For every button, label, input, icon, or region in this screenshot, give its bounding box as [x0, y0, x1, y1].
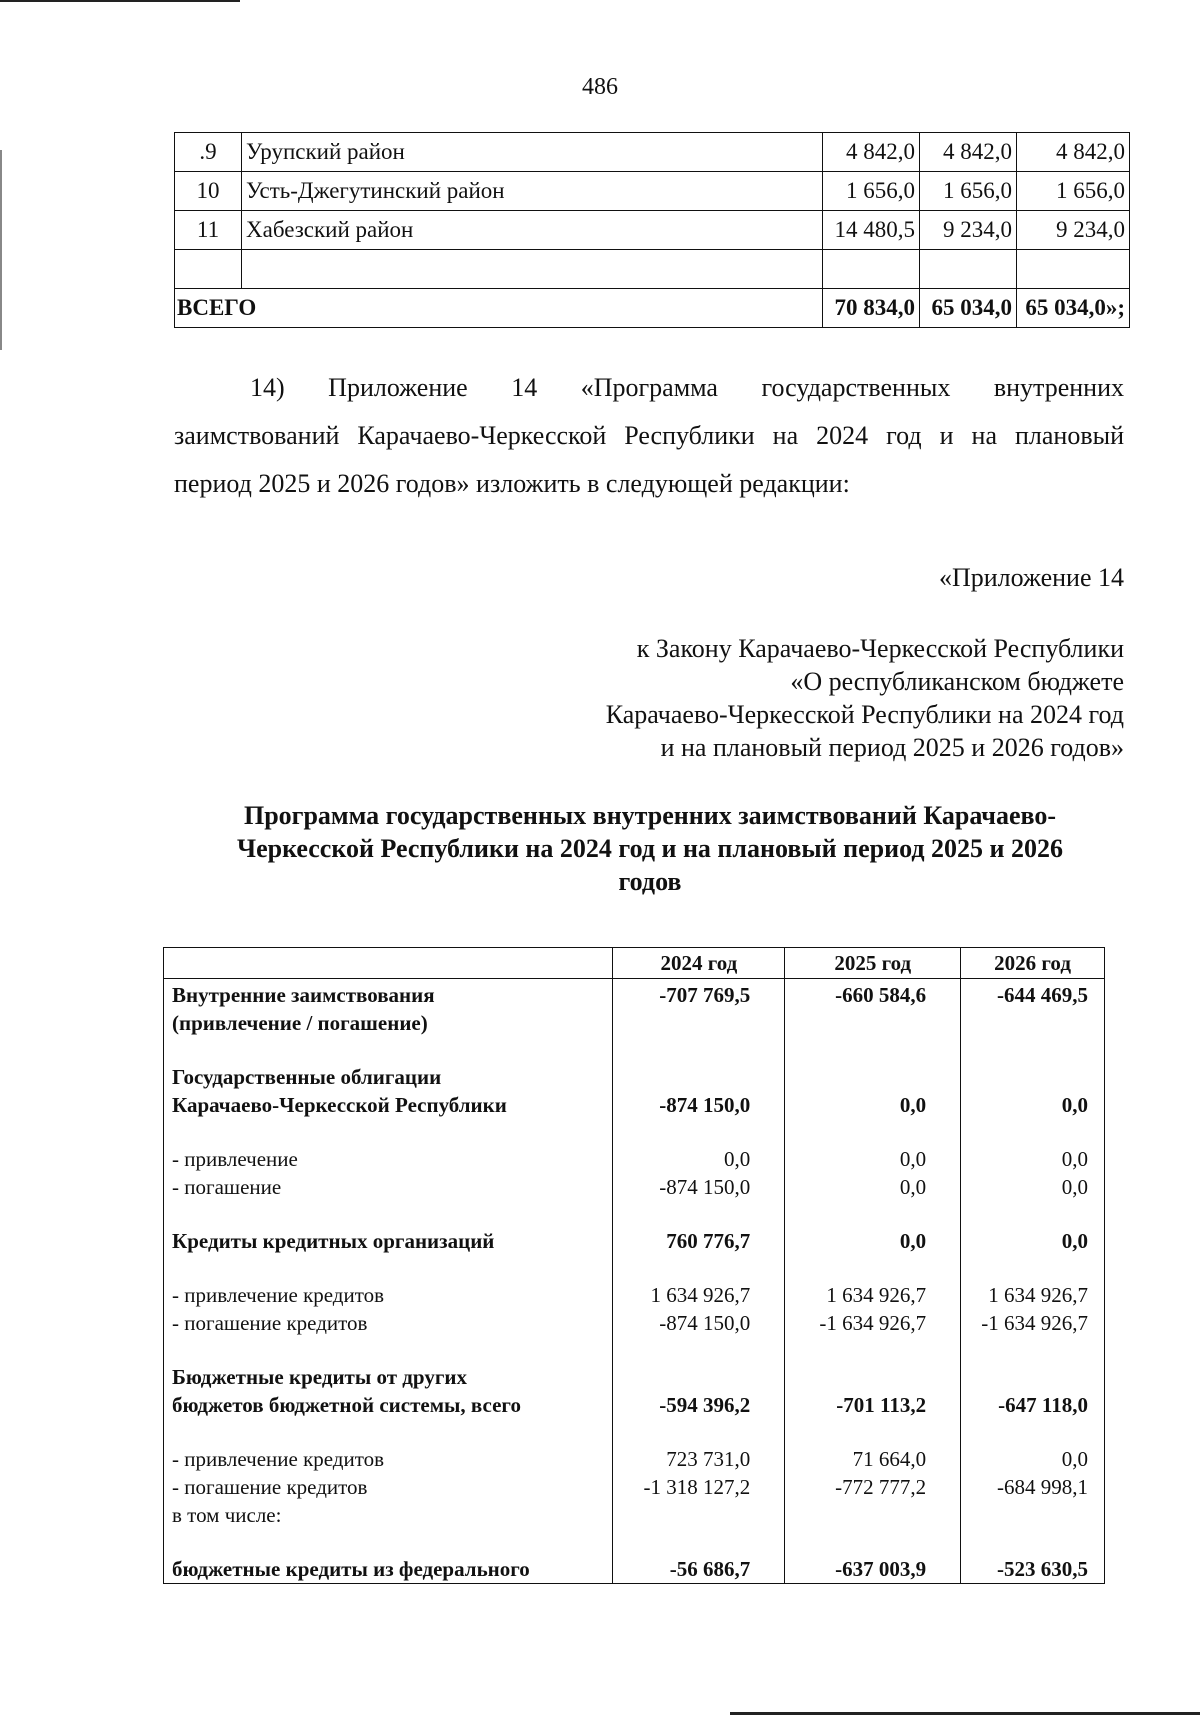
value-2024: -1 318 127,2 — [613, 1473, 785, 1501]
value-2024: -874 150,0 — [613, 1173, 785, 1201]
table-row — [164, 1501, 1105, 1529]
value-2026: -1 634 926,7 — [961, 1309, 1105, 1337]
region-name: Хабезский район — [242, 211, 823, 250]
table-row — [175, 172, 1130, 211]
value-2026: 0,0 — [961, 1145, 1105, 1173]
appendix-reference — [606, 632, 1124, 764]
value-2024: 723 731,0 — [613, 1445, 785, 1473]
appendix-line: и на плановый период 2025 и 2026 годов» — [660, 733, 1124, 762]
value-2025: -1 634 926,7 — [785, 1309, 961, 1337]
row-number: 11 — [175, 211, 242, 250]
value-2025: 0,0 — [785, 1145, 961, 1173]
value-2024: -874 150,0 — [613, 1063, 785, 1119]
total-row — [175, 289, 1130, 328]
amendment-paragraph — [174, 364, 1124, 508]
total-2026: 65 034,0»; — [1017, 289, 1130, 328]
value-2024: 1 656,0 — [823, 172, 920, 211]
header-2025: 2025 год — [785, 948, 961, 979]
row-label: - погашение — [164, 1173, 613, 1201]
table-row — [164, 1173, 1105, 1201]
row-label: - погашение кредитов — [164, 1309, 613, 1337]
table-row — [164, 1309, 1105, 1337]
empty-row — [175, 250, 1130, 289]
table-row — [175, 133, 1130, 172]
row-label: - привлечение кредитов — [164, 1445, 613, 1473]
value-2025: 9 234,0 — [920, 211, 1017, 250]
value-2025: 0,0 — [785, 1063, 961, 1119]
value-2024: -56 686,7 — [613, 1555, 785, 1584]
row-label: Внутренние заимствования (привлечение / погашение) — [164, 979, 613, 1038]
value-2025: -701 113,2 — [785, 1363, 961, 1419]
value-2025: 1 656,0 — [920, 172, 1017, 211]
paragraph-line: период 2025 и 2026 годов» изложить в следующей редакции: — [174, 469, 850, 498]
row-label: - привлечение кредитов — [164, 1281, 613, 1309]
value-2024: 760 776,7 — [613, 1227, 785, 1255]
scan-edge-left — [0, 150, 2, 350]
value-2025: 4 842,0 — [920, 133, 1017, 172]
value-2026: 9 234,0 — [1017, 211, 1130, 250]
value-2024: -594 396,2 — [613, 1363, 785, 1419]
paragraph-line: заимствований Карачаево-Черкесской Республики на 2024 год и на плановый — [174, 421, 1124, 450]
region-name: Урупский район — [242, 133, 823, 172]
table-row — [164, 1473, 1105, 1501]
table-row — [164, 1227, 1105, 1255]
table-row — [164, 1445, 1105, 1473]
region-table — [174, 132, 1130, 328]
title-line: Черкесской Республики на 2024 год и на плановый период 2025 и 2026 — [237, 834, 1063, 863]
table-row — [164, 1281, 1105, 1309]
value-2025: -772 777,2 — [785, 1473, 961, 1501]
header-2024: 2024 год — [613, 948, 785, 979]
value-2026: -684 998,1 — [961, 1473, 1105, 1501]
row-number: 10 — [175, 172, 242, 211]
appendix-line: к Закону Карачаево-Черкесской Республики — [636, 634, 1124, 663]
value-2024: -707 769,5 — [613, 979, 785, 1038]
row-label: - привлечение — [164, 1145, 613, 1173]
title-line: годов — [618, 867, 682, 896]
row-label: Бюджетные кредиты от других бюджетов бюджетной системы, всего — [164, 1363, 613, 1419]
value-2025: 1 634 926,7 — [785, 1281, 961, 1309]
paragraph-line: 14) Приложение 14 «Программа государственных внутренних — [250, 373, 1124, 402]
value-2024: 14 480,5 — [823, 211, 920, 250]
value-2024: 0,0 — [613, 1145, 785, 1173]
value-2025: 0,0 — [785, 1227, 961, 1255]
region-name: Усть-Джегутинский район — [242, 172, 823, 211]
table-row — [164, 1555, 1105, 1584]
table-row — [164, 979, 1105, 1038]
total-label: ВСЕГО — [175, 289, 823, 328]
appendix-line: Карачаево-Черкесской Республики на 2024 год — [605, 700, 1124, 729]
scan-edge-top — [0, 0, 240, 2]
value-2026: -523 630,5 — [961, 1555, 1105, 1584]
row-label: - погашение кредитов — [164, 1473, 613, 1501]
value-2026: 0,0 — [961, 1063, 1105, 1119]
value-2026: 1 656,0 — [1017, 172, 1130, 211]
value-2026: -647 118,0 — [961, 1363, 1105, 1419]
value-2024: 4 842,0 — [823, 133, 920, 172]
value-2025: -660 584,6 — [785, 979, 961, 1038]
row-label: в том числе: — [164, 1501, 613, 1529]
value-2025: 71 664,0 — [785, 1445, 961, 1473]
value-2026: 0,0 — [961, 1227, 1105, 1255]
value-2026: 0,0 — [961, 1445, 1105, 1473]
page-number: 486 — [582, 74, 618, 100]
value-2026: 4 842,0 — [1017, 133, 1130, 172]
borrowing-table — [163, 947, 1105, 1584]
table-row — [164, 1063, 1105, 1119]
value-2024: 1 634 926,7 — [613, 1281, 785, 1309]
value-2024: -874 150,0 — [613, 1309, 785, 1337]
value-2026: 0,0 — [961, 1173, 1105, 1201]
program-title — [180, 799, 1120, 898]
value-2026: 1 634 926,7 — [961, 1281, 1105, 1309]
row-label: Кредиты кредитных организаций — [164, 1227, 613, 1255]
row-label: Государственные облигации Карачаево-Черкесской Республики — [164, 1063, 613, 1119]
total-2024: 70 834,0 — [823, 289, 920, 328]
appendix-line: «О республиканском бюджете — [790, 667, 1124, 696]
header-empty — [164, 948, 613, 979]
header-2026: 2026 год — [961, 948, 1105, 979]
table-row — [175, 211, 1130, 250]
table-row — [164, 1363, 1105, 1419]
total-2025: 65 034,0 — [920, 289, 1017, 328]
title-line: Программа государственных внутренних заимствований Карачаево- — [243, 801, 1057, 830]
table-header — [164, 948, 1105, 979]
row-label: бюджетные кредиты из федерального — [164, 1555, 613, 1584]
appendix-title: «Приложение 14 — [938, 563, 1124, 592]
value-2025: 0,0 — [785, 1173, 961, 1201]
value-2025: -637 003,9 — [785, 1555, 961, 1584]
value-2026: -644 469,5 — [961, 979, 1105, 1038]
table-row — [164, 1145, 1105, 1173]
row-number: .9 — [175, 133, 242, 172]
